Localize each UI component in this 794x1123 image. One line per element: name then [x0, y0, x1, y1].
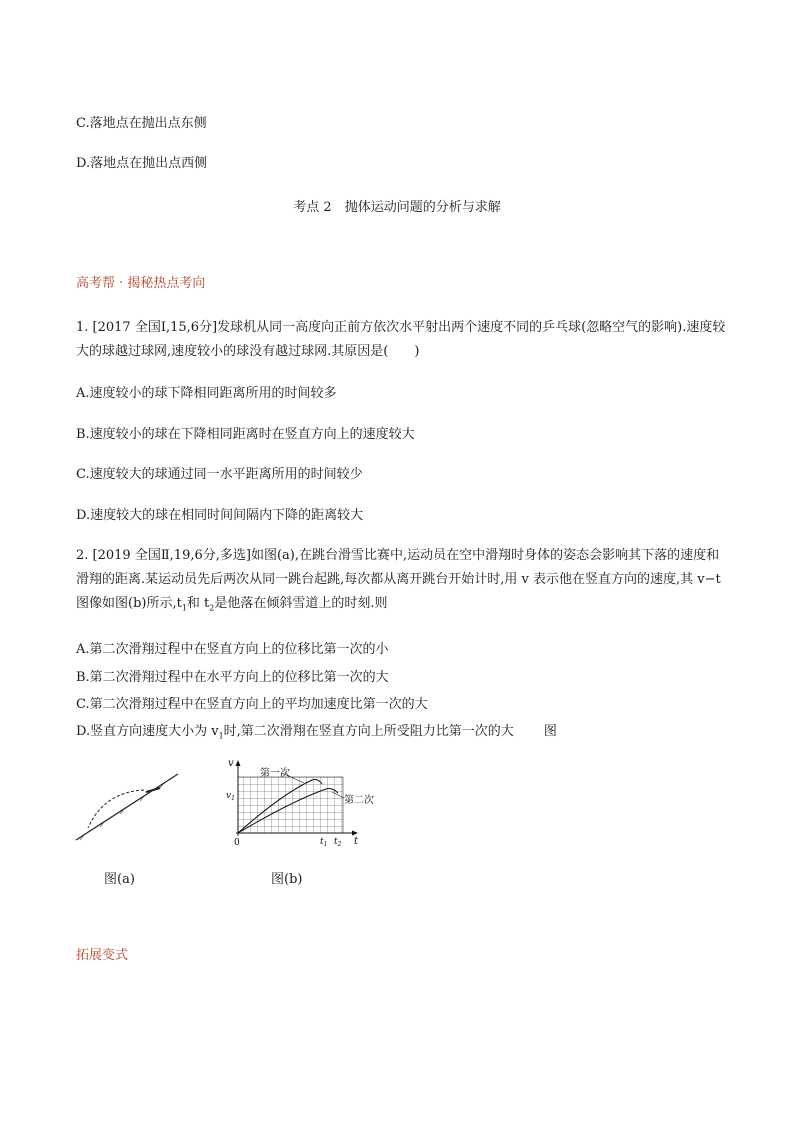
q2-stem-part1: 2. [2019 全国Ⅱ,19,6分,多选]如图(a),在跳台滑雪比赛中,运动员在空中滑翔时身体的姿态会影响其下落的速度和滑翔的距离.某运动员先后两次从同一跳台起跳,每次都从离开跳台开始计时,用 v 表示他在竖直方向的速度,其 v−t 图像如图(b)所示,t [76, 548, 721, 611]
q1-option-d: D.速度较大的球在相同时间间隔内下降的距离较大 [76, 508, 364, 523]
q2-stem [76, 544, 726, 621]
q1-option-a: A.速度较小的球下降相同距离所用的时间较多 [76, 386, 337, 401]
q2-stem-part3: 是他落在倾斜雪道上的时刻.则 [214, 596, 388, 611]
figure-b-t2-main: t [334, 837, 338, 847]
q2-stem-sub2: 2 [209, 603, 215, 613]
figure-a-takeoff [146, 788, 160, 792]
figure-b-caption: 图(b) [271, 872, 303, 887]
figure-b-axis-v: v [228, 758, 234, 769]
q2-option-b: B.第二次滑翔过程中在水平方向上的位移比第一次的大 [76, 670, 389, 685]
figure-b-label-first: 第一次 [260, 768, 290, 779]
q2-option-d-sub: 1 [218, 731, 224, 741]
q2-option-d-part2: 时,第二次滑翔在竖直方向上所受阻力比第一次的大 图 [223, 724, 557, 739]
figure-b-t1 [320, 837, 327, 848]
option-c-prev: C.落地点在抛出点东侧 [76, 116, 207, 131]
q2-option-a: A.第二次滑翔过程中在竖直方向上的位移比第一次的小 [76, 642, 389, 657]
figure-a-ski-jump [74, 772, 184, 846]
option-d-prev: D.落地点在抛出点西侧 [76, 156, 208, 171]
q2-option-d [76, 724, 557, 745]
section-title: 考点 2 抛体运动问题的分析与求解 [293, 200, 501, 215]
figure-b-origin: 0 [234, 838, 240, 848]
figure-b-v1-main: v [226, 791, 232, 801]
figure-b-v-arrow [236, 760, 241, 766]
figure-b-v1-sub: 1 [231, 795, 235, 802]
figure-b-vt-graph [222, 756, 392, 850]
heading-hot-topics: 高考帮 · 揭秘热点考向 [76, 276, 206, 291]
figure-a-slope [76, 774, 178, 840]
figure-b-axis-t: t [354, 836, 359, 847]
heading-extension: 拓展变式 [76, 948, 129, 963]
q1-stem: 1. [2017 全国Ⅰ,15,6分]发球机从同一高度向正前方依次水平射出两个速度不同的乒乓球(忽略空气的影响).速度较大的球越过球网,速度较小的球没有越过球网.其原因是( ) [76, 320, 726, 359]
figure-b-t-arrow [352, 831, 358, 836]
figure-a-caption: 图(a) [104, 872, 135, 887]
figure-b-t2-sub: 2 [337, 841, 342, 848]
q2-option-d-part1: D.竖直方向速度大小为 v [76, 724, 219, 739]
q2-stem-part2: 和 t [186, 596, 210, 611]
q1-option-c: C.速度较大的球通过同一水平距离所用的时间较少 [76, 467, 363, 482]
figure-a-trajectory [88, 790, 144, 828]
q1-option-b: B.速度较小的球在下降相同距离时在竖直方向上的速度较大 [76, 427, 415, 442]
q2-stem-sub1: 1 [181, 603, 187, 613]
figure-b-t1-sub: 1 [323, 841, 328, 848]
q2-option-c: C.第二次滑翔过程中在竖直方向上的平均加速度比第一次的大 [76, 697, 428, 712]
figure-b-t1-main: t [320, 837, 324, 847]
figure-b-v1 [226, 791, 235, 802]
figure-b-t2 [334, 837, 342, 848]
figure-b-grid [238, 777, 343, 833]
figure-b-label-second: 第二次 [344, 795, 374, 806]
